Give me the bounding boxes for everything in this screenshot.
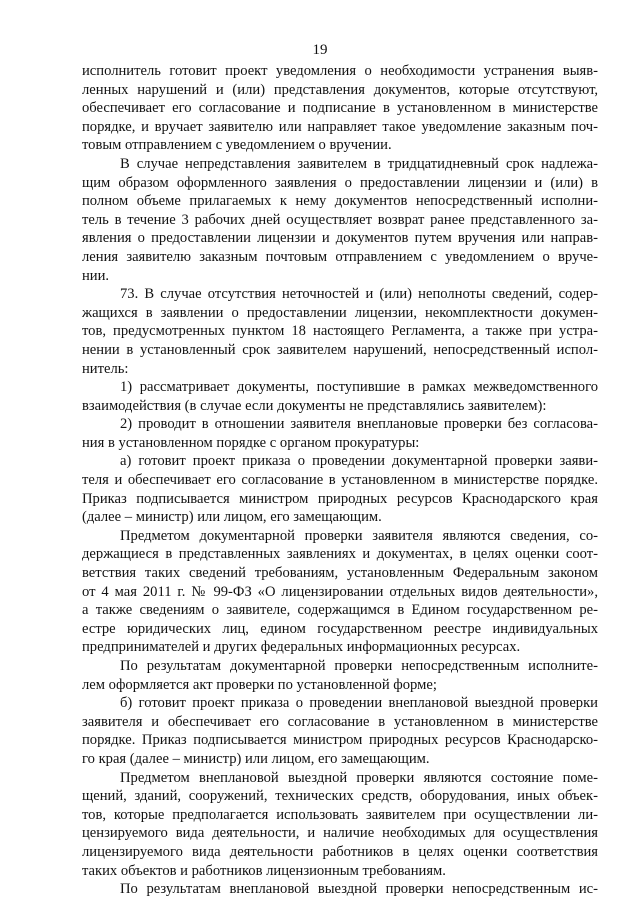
text-line: порядке, и вручает заявителю или направляет такое уведомление заказным поч-: [82, 118, 598, 135]
text-line: щим образом оформленного заявления о предоставлении лицензии и (или) в: [82, 174, 598, 191]
text-line: го края (далее – министр) или лицом, его замещающим.: [82, 750, 430, 767]
text-line: По результатам документарной проверки непосредственным исполните-: [120, 658, 598, 674]
text-line: теля и обеспечивает его согласование в установленном в министерстве порядке.: [82, 472, 598, 489]
text-line: явления о предоставлении лицензии и документов путем вручения или направ-: [82, 230, 598, 247]
text-line: исполнитель готовит проект уведомления о необходимости устранения выяв-: [82, 63, 598, 79]
text-line: ветствия таких сведений требованиям, установленным Федеральным законом: [82, 565, 598, 582]
text-line: Предметом внеплановой выездной проверки являются состояние поме-: [120, 769, 598, 786]
text-line: а также сведениям о заявителе, содержащимся в Едином государственном ре-: [82, 602, 598, 619]
text-line: нии.: [82, 267, 110, 284]
text-line: тов, предусмотренных пунктом 18 настоящего Регламента, а также при устра-: [82, 323, 598, 340]
text-line: заявителя и обеспечивает его согласование в установленном в министерстве: [82, 713, 598, 730]
text-line: полном объеме прилагаемых к нему документов непосредственный исполни-: [82, 193, 598, 210]
text-line: лицензируемого вида деятельности работников в целях оценки соответствия: [82, 843, 598, 860]
text-line: Приказ подписывается министром природных ресурсов Краснодарского края: [82, 490, 598, 507]
text-line: ния в установленном порядке с органом прокуратуры:: [82, 434, 420, 451]
text-line: щений, зданий, сооружений, технических средств, оборудования, иных объек-: [82, 788, 598, 805]
text-line: товым отправлением с уведомлением о вручении.: [82, 137, 392, 154]
text-line: тель в течение 3 рабочих дней осуществляет возврат ранее представленного за-: [82, 211, 598, 228]
text-line: от 4 мая 2011 г. № 99-ФЗ «О лицензировании отдельных видов деятельности»,: [82, 583, 598, 600]
text-line: держащиеся в представленных заявлениях и документах, в целях оценки соот-: [82, 546, 598, 563]
text-line: ления заявителю заказным почтовым отправлением с уведомлением о вруче-: [82, 248, 598, 265]
text-line: предпринимателей и других федеральных информационных ресурсах.: [82, 639, 521, 656]
text-line: 2) проводит в отношении заявителя внеплановые проверки без согласова-: [120, 416, 598, 433]
text-line: таких объектов и работников лицензионным требованиям.: [82, 862, 446, 879]
text-line: По результатам внеплановой выездной проверки непосредственным ис-: [120, 881, 598, 898]
text-line: взаимодействия (в случае если документы не представлялись заявителем):: [82, 397, 547, 414]
text-line: В случае непредставления заявителем в тридцатидневный срок надлежа-: [120, 155, 598, 172]
text-line: обеспечивает его согласование и подписание в установленном в министерстве: [82, 100, 598, 117]
text-line: б) готовит проект приказа о проведении внеплановой выездной проверки: [120, 695, 598, 712]
text-line: порядке. Приказ подписывается министром природных ресурсов Краснодарско-: [82, 732, 598, 749]
text-line: лем оформляется акт проверки по установленной форме;: [82, 676, 437, 693]
text-line: а) готовит проект приказа о проведении документарной проверки заяви-: [120, 453, 598, 470]
text-line: нитель:: [82, 360, 129, 377]
document-body: [82, 62, 598, 899]
text-line: цензируемого вида деятельности, и наличие необходимых для осуществления: [82, 825, 598, 842]
text-line: 73. В случае отсутствия неточностей и (или) неполноты сведений, содер-: [120, 286, 598, 303]
text-line: Предметом документарной проверки заявителя являются сведения, со-: [120, 527, 598, 544]
text-line: жащихся в заявлении о предоставлении лицензии, некомплектности докумен-: [82, 304, 598, 321]
text-line: тов, которые предполагается использовать заявителем при осуществлении ли-: [82, 806, 598, 823]
text-line: естре юридических лиц, едином государственном реестре индивидуальных: [82, 620, 598, 637]
page-number: 19: [312, 42, 328, 58]
text-line: (далее – министр) или лицом, его замещающим.: [82, 509, 382, 526]
text-line: ленных нарушений и (или) представления документов, которые отсутствуют,: [82, 81, 598, 98]
text-line: нении в установленный срок заявителем нарушений, непосредственный испол-: [82, 341, 598, 358]
text-line: 1) рассматривает документы, поступившие в рамках межведомственного: [120, 379, 598, 396]
